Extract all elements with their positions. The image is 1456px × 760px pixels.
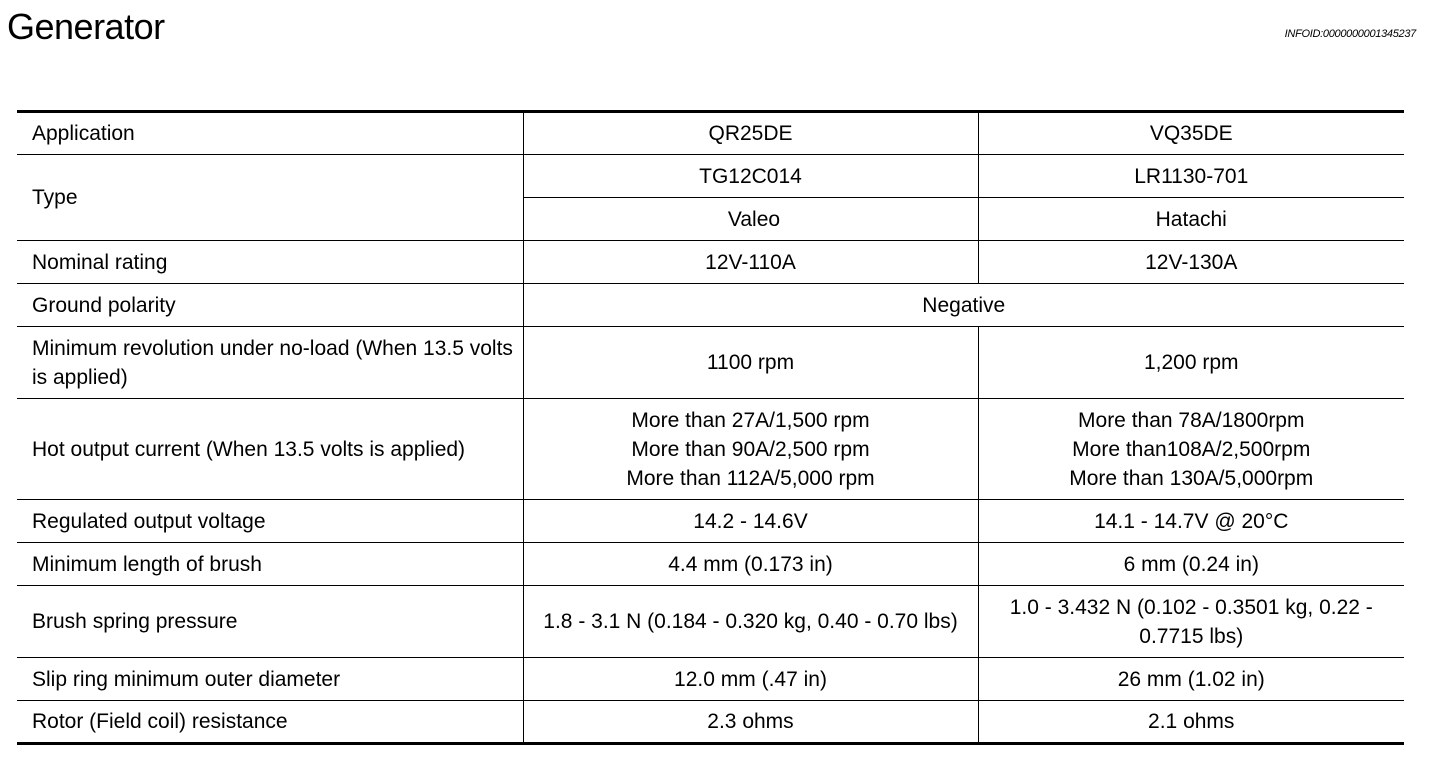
row-label: Type	[17, 155, 523, 241]
row-type	[17, 155, 1404, 198]
page-title: Generator	[7, 6, 165, 47]
row-label: Hot output current (When 13.5 volts is applied)	[17, 399, 523, 500]
value-line: More than 78A/1800rpm	[1078, 408, 1305, 432]
cell-qr25de: QR25DE	[523, 112, 978, 155]
row-hot-output	[17, 399, 1404, 500]
value-line: More than 130A/5,000rpm	[1069, 466, 1314, 490]
row-regulated-voltage	[17, 500, 1404, 543]
cell-value: 1100 rpm	[523, 327, 978, 399]
row-label: Rotor (Field coil) resistance	[17, 701, 523, 744]
info-id: INFOID:0000000001345237	[1284, 28, 1416, 40]
row-brush-length	[17, 543, 1404, 586]
cell-value: 2.3 ohms	[523, 701, 978, 744]
row-label: Slip ring minimum outer diameter	[17, 658, 523, 701]
row-application	[17, 112, 1404, 155]
row-min-revolution	[17, 327, 1404, 399]
row-brush-pressure	[17, 586, 1404, 658]
row-label: Minimum length of brush	[17, 543, 523, 586]
cell-type-part-2: LR1130-701	[978, 155, 1404, 198]
value-line: More than108A/2,500rpm	[1072, 437, 1311, 461]
cell-value: 1,200 rpm	[978, 327, 1404, 399]
cell-maker-1: Valeo	[523, 198, 978, 241]
row-label: Regulated output voltage	[17, 500, 523, 543]
cell-value: 6 mm (0.24 in)	[978, 543, 1404, 586]
cell-value: Negative	[523, 284, 1404, 327]
row-label: Ground polarity	[17, 284, 523, 327]
row-slip-ring	[17, 658, 1404, 701]
cell-value: 14.2 - 14.6V	[523, 500, 978, 543]
cell-value: 1.0 - 3.432 N (0.102 - 0.3501 kg, 0.22 - 0.7715 lbs)	[978, 586, 1404, 658]
cell-value: 14.1 - 14.7V @ 20°C	[978, 500, 1404, 543]
cell-vq35de: VQ35DE	[978, 112, 1404, 155]
row-rotor-resistance	[17, 701, 1404, 744]
value-line: More than 90A/2,500 rpm	[631, 437, 870, 461]
cell-value: 2.1 ohms	[978, 701, 1404, 744]
row-label: Application	[17, 112, 523, 155]
value-line: More than 112A/5,000 rpm	[626, 466, 875, 490]
cell-value: 12.0 mm (.47 in)	[523, 658, 978, 701]
cell-maker-2: Hatachi	[978, 198, 1404, 241]
row-label: Minimum revolution under no-load (When 13.5 volts is applied)	[17, 327, 523, 399]
row-nominal-rating	[17, 241, 1404, 284]
cell-value: 12V-110A	[523, 241, 978, 284]
row-label: Brush spring pressure	[17, 586, 523, 658]
generator-spec-table	[17, 110, 1404, 745]
value-line: More than 27A/1,500 rpm	[631, 408, 870, 432]
cell-value	[523, 399, 978, 500]
cell-value	[978, 399, 1404, 500]
cell-value: 26 mm (1.02 in)	[978, 658, 1404, 701]
cell-type-part-1: TG12C014	[523, 155, 978, 198]
cell-value: 1.8 - 3.1 N (0.184 - 0.320 kg, 0.40 - 0.70 lbs)	[523, 586, 978, 658]
row-label: Nominal rating	[17, 241, 523, 284]
cell-value: 12V-130A	[978, 241, 1404, 284]
row-ground-polarity	[17, 284, 1404, 327]
cell-value: 4.4 mm (0.173 in)	[523, 543, 978, 586]
